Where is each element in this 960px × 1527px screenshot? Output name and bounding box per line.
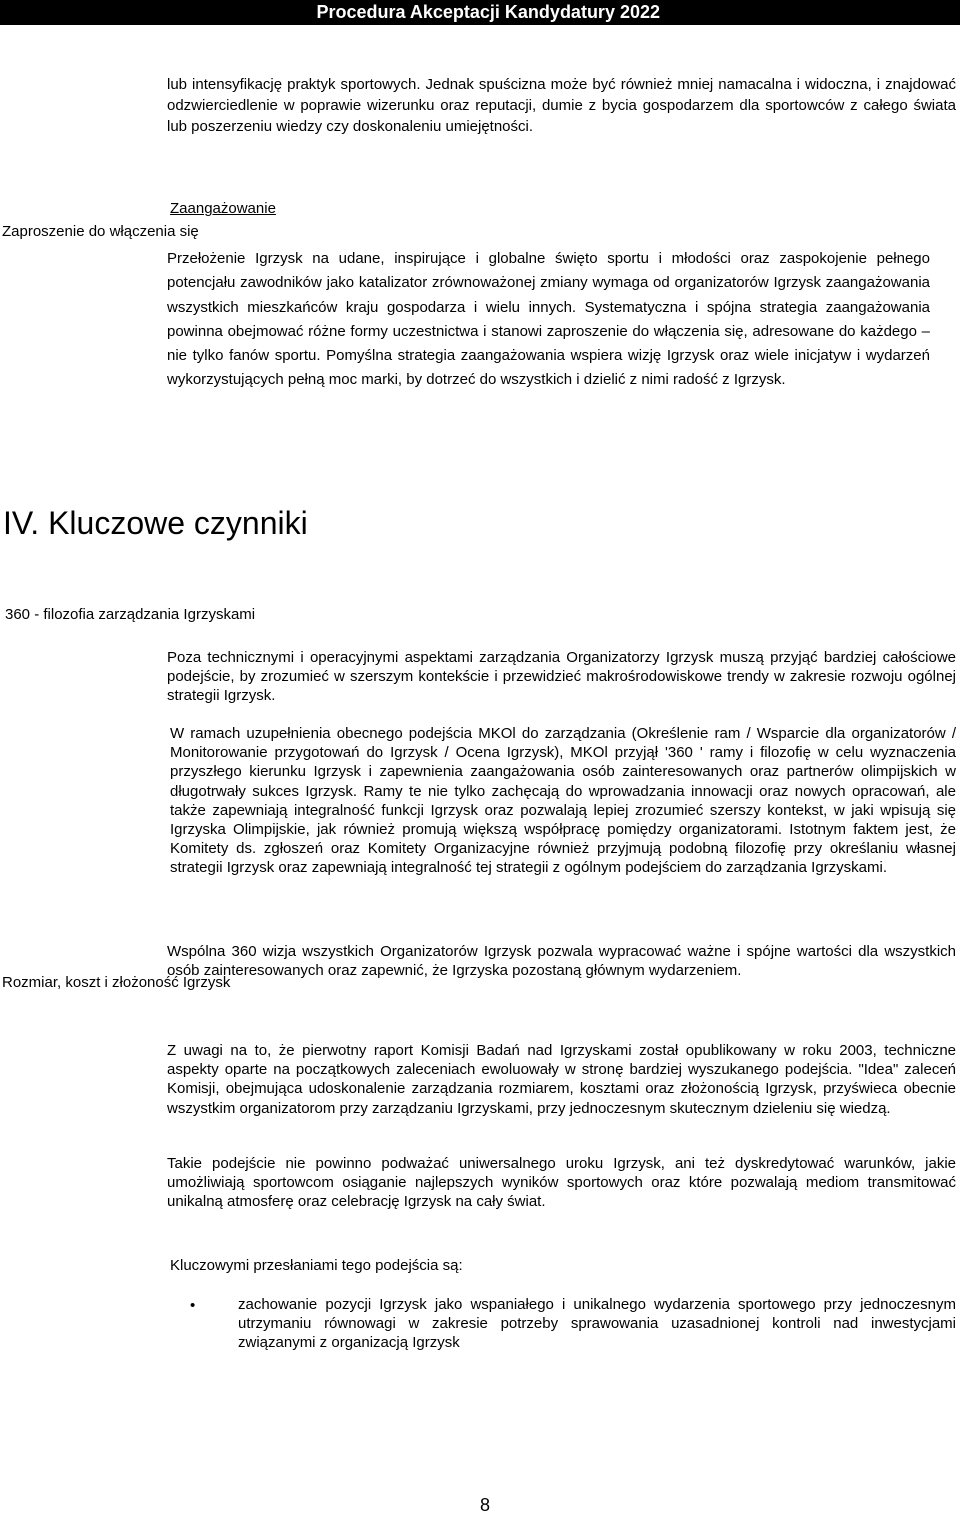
subheading-360: 360 - filozofia zarządzania Igrzyskami (5, 606, 256, 623)
engagement-side-label: Zaproszenie do włączenia się (2, 223, 199, 240)
paragraph-3: Wspólna 360 wizja wszystkich Organizatorów Igrzysk pozwala wypracować ważne i spójne wartości dla wszystkich osób zainteresowanych oraz zapewnić, że Igrzyska pozostaną głównym wydarzeniem. (167, 943, 956, 980)
bullet-icon: • (190, 1297, 196, 1314)
list-item: zachowanie pozycji Igrzysk jako wspaniałego i unikalnego wydarzenia sportowego przy jednoczesnym utrzymaniu równowagi w zakresie potrzeby sprawowania uzasadnionej kontroli nad inwestycjami związanymi z organizacją Igrzysk (238, 1296, 956, 1352)
paragraph-1: Poza technicznymi i operacyjnymi aspektami zarządzania Organizatorzy Igrzysk muszą przyjąć bardziej całościowe podejście, by zrozumieć w szerszym kontekście i przewidzieć makrośrodowiskowe trendy w zakresie rozwoju ogólnej strategii Igrzysk. (167, 649, 956, 705)
document-title: Procedura Akceptacji Kandydatury 2022 (316, 2, 660, 22)
engagement-paragraph: Przełożenie Igrzysk na udane, inspirujące i globalne święto sportu i młodości oraz zaspokojenie pełnego potencjału zawodników jako katalizator zrównoważonej zmiany wymaga od organizatorów Igrzysk zaangażowania wszystkich mieszkańców kraju gospodarza i wielu innych. Systematyczna i spójna strategia zaangażowania powinna obejmować różne formy uczestnictwa i stanowi zaproszenie do włączenia się, adresowane do każdego – nie tylko fanów sportu. Pomyślna strategia zaangażowania wspiera wizję Igrzysk oraz wiele inicjatyw i wydarzeń wykorzystujących pełną moc marki, by dotrzeć do wszystkich i dzielić z nimi radość z Igrzysk. (167, 250, 930, 389)
header-bar (0, 0, 960, 25)
paragraph-2: W ramach uzupełnienia obecnego podejścia MKOl do zarządzania (Określenie ram / Wsparcie dla organizatorów / Monitorowanie przygotowań do Igrzysk / Ocena Igrzysk), MKOl przyjął '360 ' ramy i filozofię w celu wyznaczenia przyszłego kierunku Igrzysk i zapewnienia zaangażowania osób zainteresowanych oraz partnerów olimpijskich w długotrwały sukces Igrzysk. Ramy te nie tylko zachęcają do wprowadzania innowacji oraz nowych opracowań, ale także zapewniają integralność funkcji Igrzysk oraz pozwalają lepiej zrozumieć szerszy kontekst, w jaki wpisują się Igrzyska Olimpijskie, jak również promują większą współpracę pomiędzy organizatorami. Istotnym faktem jest, że Komitety ds. zgłoszeń oraz Komitety Organizacyjne również przyjmują podobną filozofię przy określaniu własnej strategii Igrzysk oraz zapewniają integralność tej strategii z ogólnym podejściem do zarządzania Igrzyskami. (170, 725, 956, 877)
subheading-size-cost: Rozmiar, koszt i złożoność Igrzysk (2, 974, 231, 991)
page-number: 8 (480, 1495, 491, 1515)
engagement-heading: Zaangażowanie (170, 200, 276, 217)
intro-paragraph: lub intensyfikację praktyk sportowych. Jednak spuścizna może być również mniej namacalna i widoczna, i znajdować odzwierciedlenie w poprawie wizerunku oraz reputacji, dumie z bycia gospodarzem dla sportowców z całego świata lub poszerzeniu wiedzy czy doskonaleniu umiejętności. (167, 76, 956, 135)
paragraph-6: Kluczowymi przesłaniami tego podejścia są: (170, 1257, 463, 1274)
section-heading: IV. Kluczowe czynniki (3, 505, 308, 541)
paragraph-4: Z uwagi na to, że pierwotny raport Komisji Badań nad Igrzyskami został opublikowany w roku 2003, techniczne aspekty oparte na początkowych zaleceniach ewoluowały w stronę bardziej wyszukanego podejścia. "Idea" zaleceń Komisji, obejmująca udoskonalenie zarządzania rozmiarem, kosztami oraz złożonością Igrzysk, przyświeca obecnie wszystkim organizatorom przy zarządzaniu Igrzyskami, przy jednoczesnym skutecznym dzieleniu się wiedzą. (167, 1042, 956, 1117)
paragraph-5: Takie podejście nie powinno podważać uniwersalnego uroku Igrzysk, ani też dyskredytować warunków, jakie umożliwiają sportowcom osiąganie najlepszych wyników sportowych oraz które pozwalają mediom transmitować unikalną atmosferę oraz celebrację Igrzysk na cały świat. (167, 1155, 956, 1211)
